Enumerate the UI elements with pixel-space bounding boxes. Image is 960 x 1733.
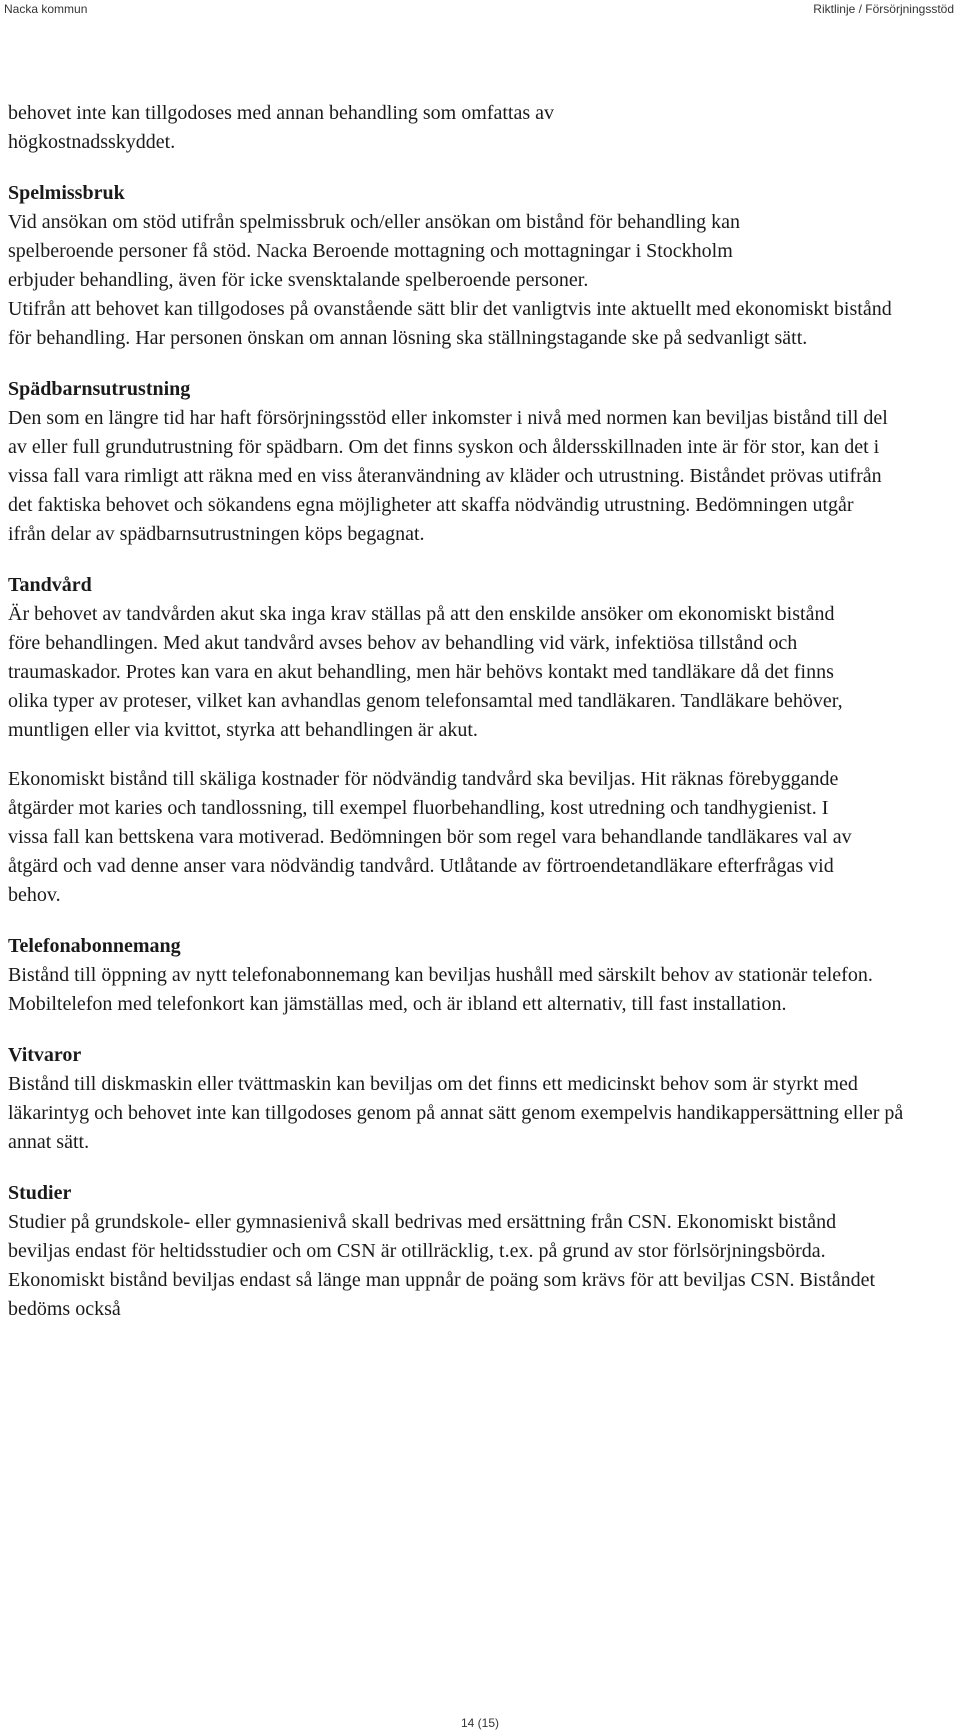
heading-studier: Studier <box>8 1182 72 1204</box>
spelmissbruk-paragraph-2: Utifrån att behovet kan tillgodoses på ovanstående sätt blir det vanligtvis inte aktuellt med ekonomiskt bistånd för behandling. Har personen önskan om annan lösning ska ställningstagande ske på sedvanligt sätt. <box>8 298 892 349</box>
header-organization: Nacka kommun <box>4 2 88 16</box>
heading-vitvaror: Vitvaror <box>8 1044 82 1066</box>
intro-paragraph: behovet inte kan tillgodoses med annan behandling som omfattas av högkostnadsskyddet. <box>8 102 554 153</box>
tandvard-paragraph-2: Ekonomiskt bistånd till skäliga kostnader för nödvändig tandvård ska beviljas. Hit räknas förebyggande åtgärder mot karies och tandlossning, till exempel fluorbehandling, kost utredning och tandhygienist. I vissa fall kan bettskena vara motiverad. Bedömningen bör som regel vara behandlande tandläkares val av åtgärd och vad denne anser vara nödvändig tandvård. Utlåtande av förtroendetandläkare efterfrågas vid behov. <box>8 768 852 906</box>
heading-telefonabonnemang: Telefonabonnemang <box>8 935 181 957</box>
page-header <box>0 0 960 22</box>
header-document-title: Riktlinje / Försörjningsstöd <box>813 2 954 16</box>
page-number: 14 (15) <box>460 1716 500 1730</box>
tandvard-paragraph-1: Är behovet av tandvården akut ska inga krav ställas på att den enskilde ansöker om ekonomiskt bistånd före behandlingen. Med akut tandvård avses behov av behandling vid värk, infektiösa tillstånd och traumaskador. Protes kan vara en akut behandling, men här behövs kontakt med tandläkare då det finns olika typer av proteser, vilket kan avhandlas genom telefonsamtal med tandläkaren. Tandläkare behöver, muntligen eller via kvittot, styrka att behandlingen är akut. <box>8 603 843 741</box>
spadbarn-paragraph-1: Den som en längre tid har haft försörjningsstöd eller inkomster i nivå med normen kan beviljas bistånd till del av eller full grundutrustning för spädbarn. Om det finns syskon och åldersskillnaden inte är för stor, kan det i vissa fall vara rimligt att räkna med en viss återanvändning av kläder och utrustning. Biståndet prövas utifrån det faktiska behovet och sökandens egna möjligheter att skaffa nödvändig utrustning. Bedömningen utgår ifrån delar av spädbarnsutrustningen köps begagnat. <box>8 407 888 545</box>
studier-paragraph-1: Studier på grundskole- eller gymnasienivå skall bedrivas med ersättning från CSN. Ekonomiskt bistånd beviljas endast för heltidsstudier och om CSN är otillräcklig, t.ex. på grund av stor förlsörjningsbörda. Ekonomiskt bistånd beviljas endast så länge man uppnår de poäng som krävs för att beviljas CSN. Biståndet bedöms också <box>8 1211 876 1320</box>
vitvaror-paragraph-1: Bistånd till diskmaskin eller tvättmaskin kan beviljas om det finns ett medicinskt behov som är styrkt med läkarintyg och behovet inte kan tillgodoses genom på annat sätt genom exempelvis handikappersättning eller på annat sätt. <box>8 1073 904 1153</box>
document-body <box>8 99 908 1324</box>
heading-tandvard: Tandvård <box>8 574 92 596</box>
telefon-paragraph-1: Bistånd till öppning av nytt telefonabonnemang kan beviljas hushåll med särskilt behov av stationär telefon. Mobiltelefon med telefonkort kan jämställas med, och är ibland ett alternativ, till fast installation. <box>8 964 873 1015</box>
heading-spelmissbruk: Spelmissbruk <box>8 182 125 204</box>
heading-spadbarnsutrustning: Spädbarnsutrustning <box>8 378 191 400</box>
spelmissbruk-paragraph-1: Vid ansökan om stöd utifrån spelmissbruk och/eller ansökan om bistånd för behandling kan spelberoende personer få stöd. Nacka Beroende mottagning och mottagningar i Stockholm erbjuder behandling, även för icke svensktalande spelberoende personer. <box>8 211 740 291</box>
